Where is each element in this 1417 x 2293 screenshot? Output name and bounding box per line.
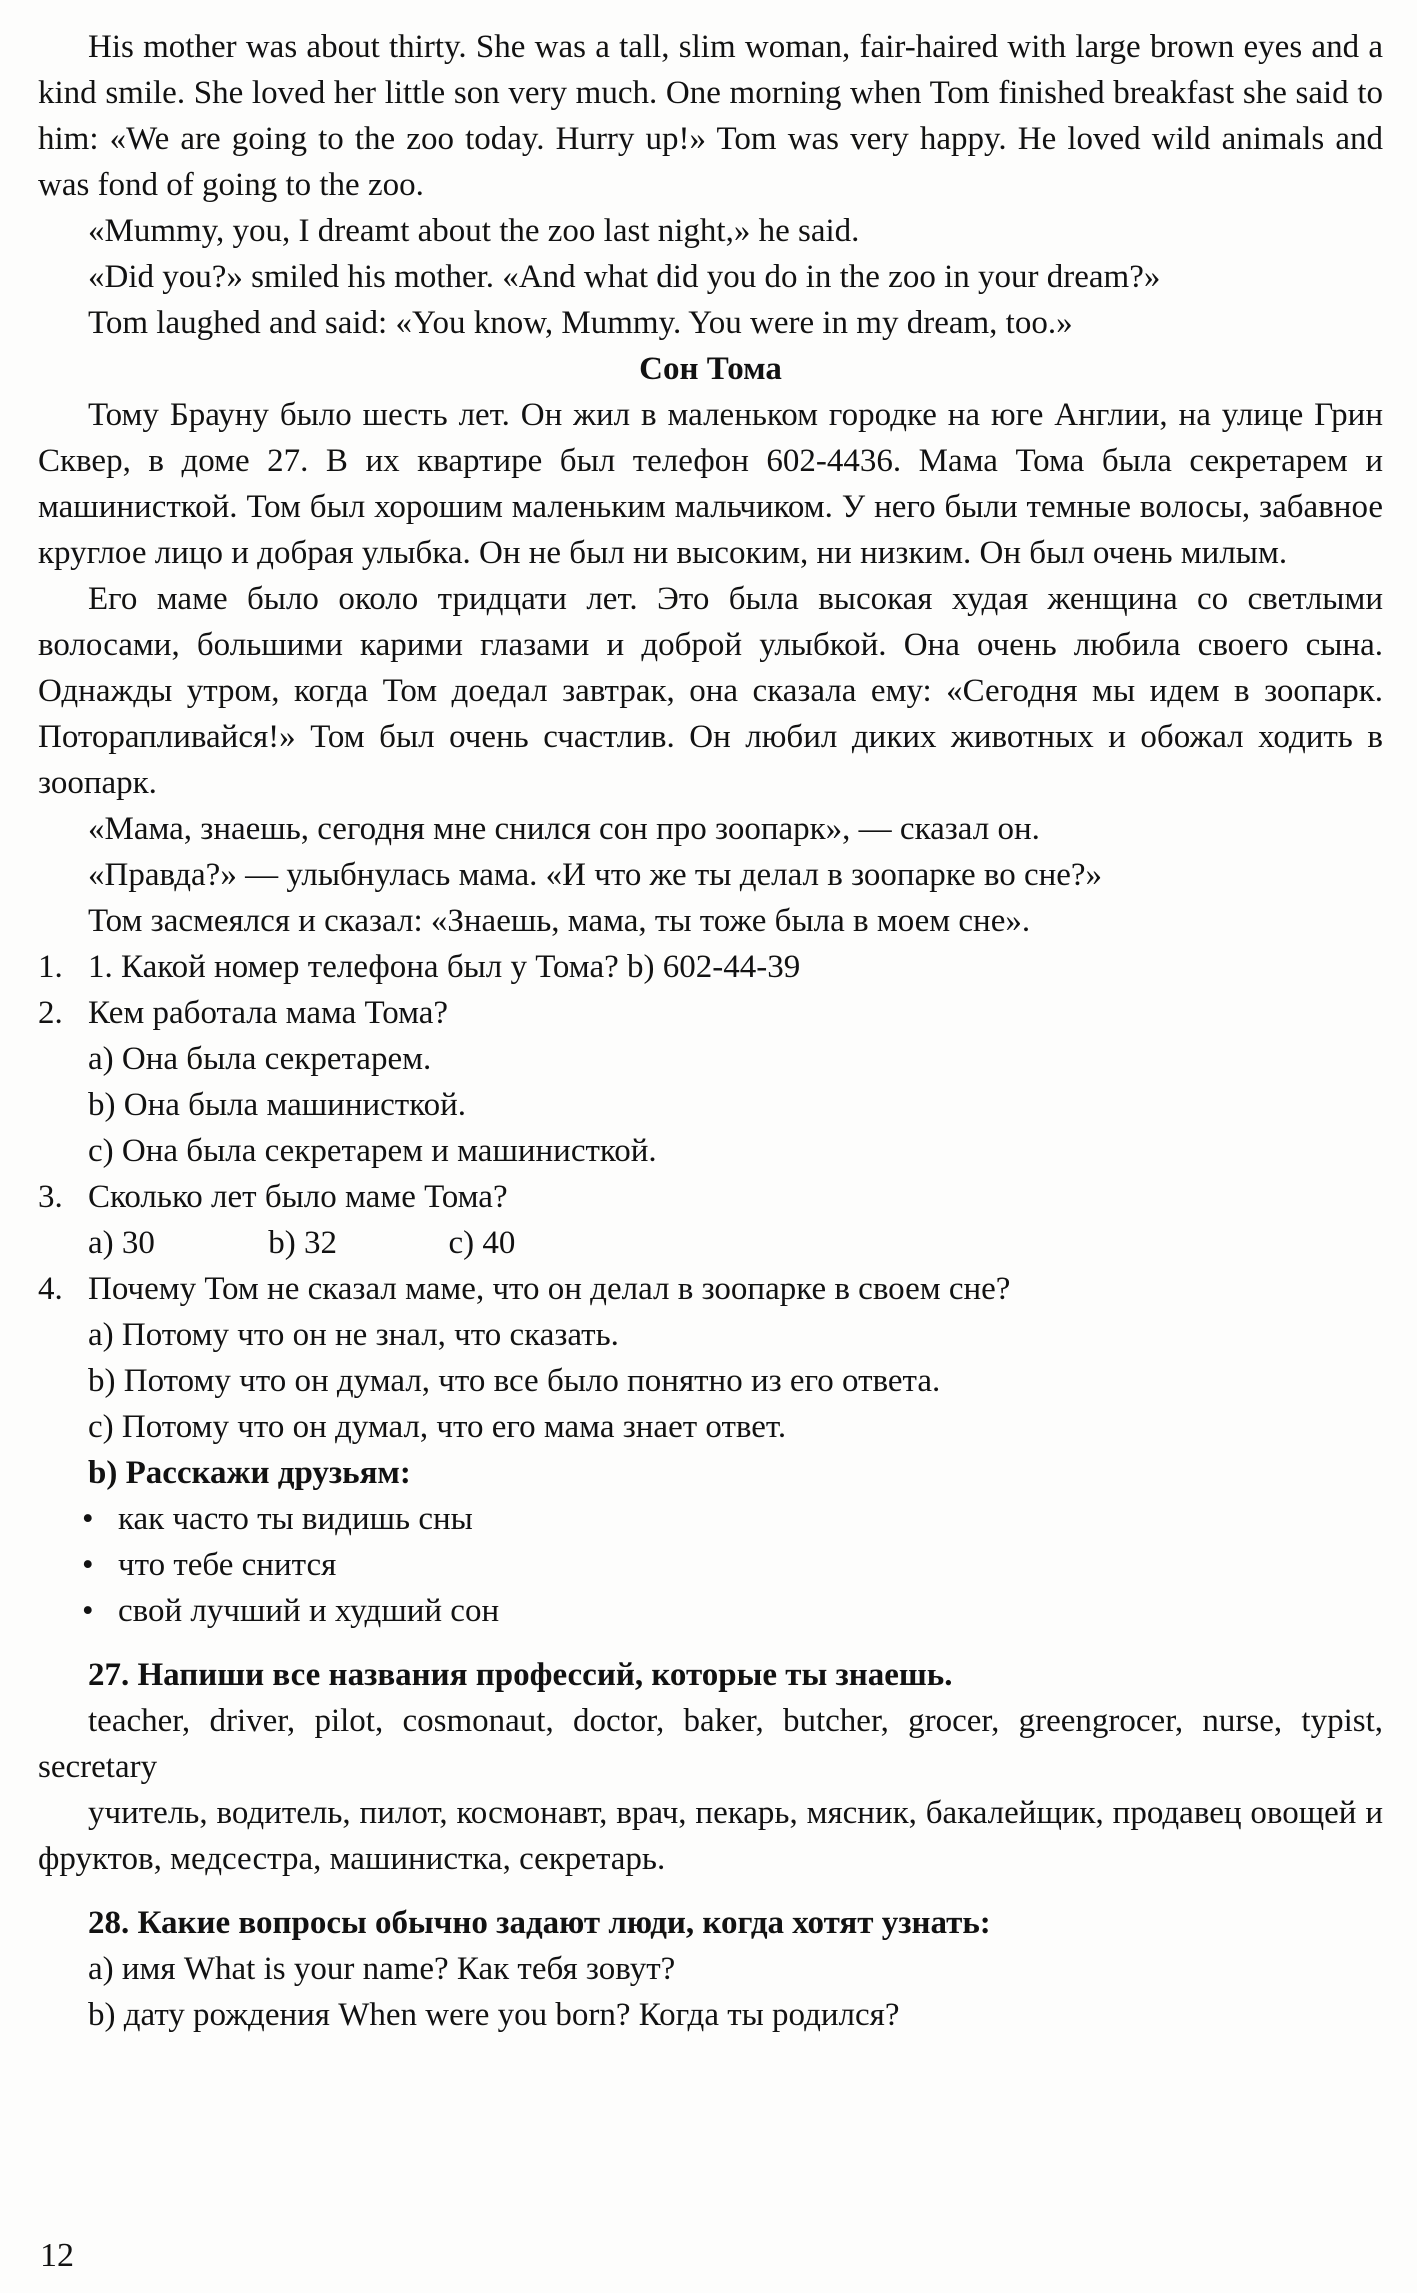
- question-2-option-c: c) Она была секретарем и машинисткой.: [88, 1133, 657, 1169]
- question-4-option-a: a) Потому что он не знал, что сказать.: [88, 1317, 619, 1353]
- question-2-option-b: b) Она была машинисткой.: [88, 1087, 466, 1123]
- exercise-27-english-answer: teacher, driver, pilot, cosmonaut, doctor, baker, butcher, grocer, greengrocer, nurse, typist, secretary: [38, 1703, 1383, 1785]
- story-ru-paragraph-2: Его маме было около тридцати лет. Это была высокая худая женщина со светлыми волосами, большими карими глазами и доброй улыбкой. Она очень любила своего сына. Однажды утром, когда Том доедал завтрак, она сказала ему: «Сегодня мы идем в зоопарк. Поторапливайся!» Том был очень счастлив. Он любил диких животных и обожал ходить в зоопарк.: [38, 581, 1383, 801]
- question-2: [38, 990, 1383, 1174]
- story-ru-paragraph-1: Тому Брауну было шесть лет. Он жил в маленьком городке на юге Англии, на улице Грин Сквер, в доме 27. В их квартире был телефон 602-4436. Мама Тома была секретарем и машинисткой. Том был хорошим маленьким мальчиком. У него были темные волосы, забавное круглое лицо и добрая улыбка. Он не был ни высоким, ни низким. Он был очень милым.: [38, 397, 1383, 571]
- question-3: [38, 1174, 1383, 1266]
- question-3-option-a: a) 30: [88, 1225, 155, 1261]
- story-ru-dialogue-3: Том засмеялся и сказал: «Знаешь, мама, ты тоже была в моем сне».: [88, 903, 1031, 939]
- list-item-text: как часто ты видишь сны: [118, 1501, 473, 1537]
- exercise-28-item-b: b) дату рождения When were you born? Когда ты родился?: [88, 1997, 900, 2033]
- question-4-number: 4.: [38, 1271, 63, 1307]
- bullet-icon: [82, 1542, 118, 1588]
- question-4-option-b: b) Потому что он думал, что все было понятно из его ответа.: [88, 1363, 941, 1399]
- question-3-options: [38, 1220, 1383, 1266]
- story-en-dialogue-1: «Mummy, you, I dreamt about the zoo last night,» he said.: [88, 213, 860, 249]
- question-4-option-c: c) Потому что он думал, что его мама знает ответ.: [88, 1409, 787, 1445]
- exercise-28-heading: 28. Какие вопросы обычно задают люди, когда хотят узнать:: [88, 1905, 991, 1941]
- question-3-number: 3.: [38, 1179, 63, 1215]
- story-ru-dialogue-1: «Мама, знаешь, сегодня мне снился сон про зоопарк», — сказал он.: [88, 811, 1040, 847]
- list-item: [82, 1542, 1383, 1588]
- question-3-option-b: b) 32: [268, 1225, 337, 1261]
- question-4-text: Почему Том не сказал маме, что он делал в зоопарке в своем сне?: [88, 1271, 1011, 1307]
- page-number: 12: [40, 2237, 74, 2274]
- question-2-option-a: a) Она была секретарем.: [88, 1041, 432, 1077]
- question-2-number: 2.: [38, 995, 63, 1031]
- story-en-paragraph-1: His mother was about thirty. She was a tall, slim woman, fair-haired with large brown eyes and a kind smile. She loved her little son very much. One morning when Tom finished breakfast she said to him: «We are going to the zoo today. Hurry up!» Tom was very happy. He loved wild animals and was fond of going to the zoo.: [38, 29, 1383, 203]
- tell-friends-list: [38, 1496, 1383, 1634]
- list-item-text: свой лучший и худший сон: [118, 1593, 500, 1629]
- questions-list: [38, 944, 1383, 1450]
- story-ru-dialogue-2: «Правда?» — улыбнулась мама. «И что же ты делал в зоопарке во сне?»: [88, 857, 1103, 893]
- question-4: [38, 1266, 1383, 1450]
- tell-friends-heading: b) Расскажи друзьям:: [88, 1455, 411, 1491]
- story-en-dialogue-3: Tom laughed and said: «You know, Mummy. You were in my dream, too.»: [88, 305, 1073, 341]
- question-1: [38, 944, 1383, 990]
- list-item-text: что тебе снится: [118, 1547, 337, 1583]
- exercise-27-russian-answer: учитель, водитель, пилот, космонавт, врач, пекарь, мясник, бакалейщик, продавец овощей и фруктов, медсестра, машинистка, секретарь.: [38, 1795, 1383, 1877]
- question-2-text: Кем работала мама Тома?: [88, 995, 449, 1031]
- bullet-icon: [82, 1496, 118, 1542]
- list-item: [82, 1588, 1383, 1634]
- exercise-27-heading: 27. Напиши все названия профессий, которые ты знаешь.: [88, 1657, 953, 1693]
- story-ru-title: Сон Тома: [639, 351, 782, 387]
- bullet-icon: [82, 1588, 118, 1634]
- story-en-dialogue-2: «Did you?» smiled his mother. «And what did you do in the zoo in your dream?»: [88, 259, 1161, 295]
- list-item: [82, 1496, 1383, 1542]
- question-3-option-c: c) 40: [448, 1225, 516, 1261]
- question-1-text: 1. Какой номер телефона был у Тома? b) 602-44-39: [88, 949, 801, 985]
- question-3-text: Сколько лет было маме Тома?: [88, 1179, 508, 1215]
- question-1-number: 1.: [38, 949, 63, 985]
- exercise-28-item-a: a) имя What is your name? Как тебя зовут?: [88, 1951, 676, 1987]
